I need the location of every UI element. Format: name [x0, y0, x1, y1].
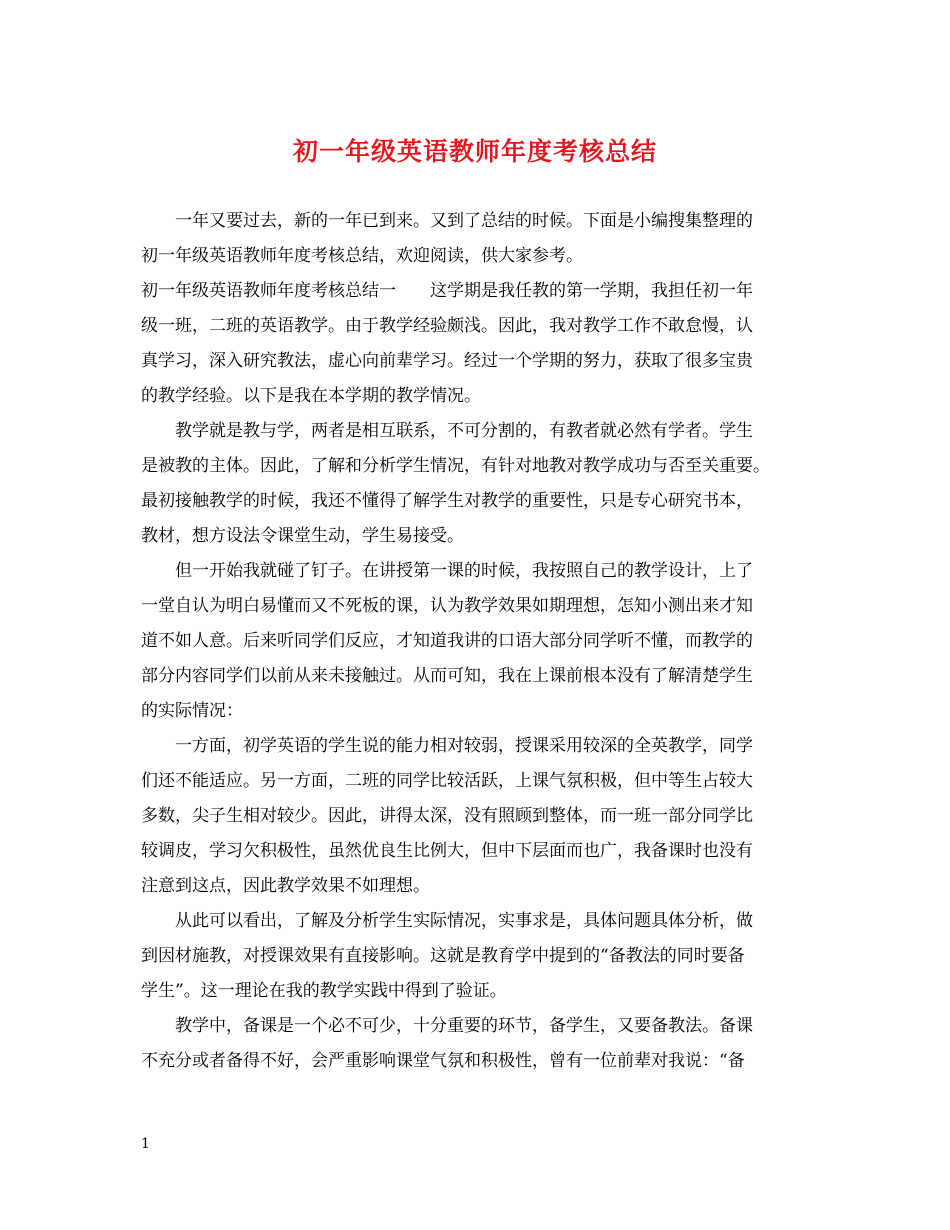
text-line: 到因材施教，对授课效果有直接影响。这就是教育学中提到的“备教法的同时要备	[141, 946, 745, 966]
text-line: 多数，尖子生相对较少。因此，讲得太深，没有照顾到整体，而一班一部分同学比	[141, 806, 753, 826]
text-line: 不充分或者备得不好，会严重影响课堂气氛和积极性，曾有一位前辈对我说：“备	[141, 1051, 745, 1071]
text-line: 真学习，深入研究教法，虚心向前辈学习。经过一个学期的努力，获取了很多宝贵	[141, 351, 753, 371]
text-line: 的实际情况：	[141, 701, 243, 721]
text-line: 是被教的主体。因此，了解和分析学生情况，有针对地教对教学成功与否至关重要。	[141, 456, 770, 476]
text-line: 教学就是教与学，两者是相互联系，不可分割的，有教者就必然有学者。学生	[141, 421, 753, 441]
text-line: 们还不能适应。另一方面，二班的同学比较活跃，上课气氛积极，但中等生占较大	[141, 771, 753, 791]
page-title: 初一年级英语教师年度考核总结	[292, 137, 657, 166]
text-line: 但一开始我就碰了钉子。在讲授第一课的时候，我按照自己的教学设计，上了	[141, 561, 753, 581]
text-line: 一堂自认为明白易懂而又不死板的课，认为教学效果如期理想，怎知小测出来才知	[141, 596, 753, 616]
text-line: 部分内容同学们以前从来未接触过。从而可知，我在上课前根本没有了解清楚学生	[141, 666, 753, 686]
text-line: 注意到这点，因此教学效果不如理想。	[141, 876, 430, 896]
page-number: 1	[141, 1136, 150, 1152]
text-line: 一方面，初学英语的学生说的能力相对较弱，授课采用较深的全英教学，同学	[141, 736, 753, 756]
text-line: 学生”。这一理论在我的教学实践中得到了验证。	[141, 981, 507, 1001]
text-line: 的教学经验。以下是我在本学期的教学情况。	[141, 386, 481, 406]
text-line: 教材，想方设法令课堂生动，学生易接受。	[141, 526, 464, 546]
text-line: 初一年级英语教师年度考核总结，欢迎阅读，供大家参考。	[141, 246, 583, 266]
body-text	[141, 204, 813, 1079]
text-line: 一年又要过去，新的一年已到来。又到了总结的时候。下面是小编搜集整理的	[141, 211, 753, 231]
text-line: 教学中，备课是一个必不可少，十分重要的环节，备学生，又要备教法。备课	[141, 1016, 753, 1036]
text-line: 从此可以看出，了解及分析学生实际情况，实事求是，具体问题具体分析，做	[141, 911, 753, 931]
text-line: 初一年级英语教师年度考核总结一 这学期是我任教的第一学期，我担任初一年	[141, 281, 753, 301]
text-line: 道不如人意。后来听同学们反应，才知道我讲的口语大部分同学听不懂，而教学的	[141, 631, 753, 651]
text-line: 最初接触教学的时候，我还不懂得了解学生对教学的重要性，只是专心研究书本，	[141, 491, 753, 511]
text-line: 较调皮，学习欠积极性，虽然优良生比例大，但中下层面而也广，我备课时也没有	[141, 841, 753, 861]
text-line: 级一班，二班的英语教学。由于教学经验颇浅。因此，我对教学工作不敢怠慢，认	[141, 316, 753, 336]
